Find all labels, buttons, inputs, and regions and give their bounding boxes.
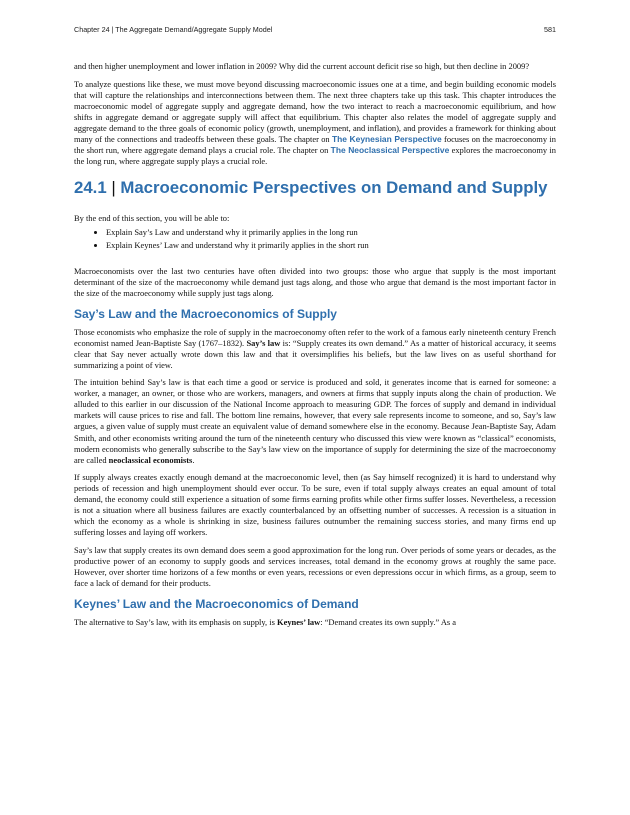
running-header (74, 25, 556, 34)
says2-text-2: . (192, 454, 195, 465)
objective-item: • Explain Keynes’ Law and understand why it primarily applies in the short run (106, 239, 556, 252)
intro-continuation: and then higher unemployment and lower inflation in 2009? Why did the current account deficit rise so high, but then decline in 2009? (74, 61, 530, 71)
paragraph-says-law-3: If supply always creates exactly enough demand at the macroeconomic level, then (as Say himself recognized) it is hard to understand why periods of recession and high unemployment should ever occur. To be sure, even if total supply always creates an equal amount of total demand, the economy could still experience a situation of some firms earning profits while other firms suffer losses. Nevertheless, a recession is not a situation where all business failures are exactly counterbalanced by an offsetting number of successes. A recession is a situation in which the economy as a whole is shrinking in size, business failures outnumber the remaining success stories, and many firms end up suffering losses and laying off workers. (74, 472, 556, 538)
says2-text-1: The intuition behind Say’s law is that each time a good or service is produced and sold, it generates income that is earned for someone: a worker, a manager, an owner, or those who are workers, managers, and owners at firms that supply inputs along the chain of production. We alluded to this earlier in our discussion of the National Income approach to measuring GDP. The forces of supply and demand in individual markets will cause prices to rise and fall. The bottom line remains, however, that every sale represents income to someone, and so, Say’s law argues, a given value of supply must create an equivalent value of demand somewhere else in the economy. Because Jean-Baptiste Say, Adam Smith, and other economists writing around the turn of the nineteenth century who discussed this view were known as “classical” economists, modern economists who generally subscribe to the Say’s law view on the importance of supply for determining the size of the macroeconomy are called (74, 377, 556, 465)
analyze-text-3: explores the macroeconomy in the long run, where aggregate supply plays a crucial role. (74, 144, 556, 166)
page-number: 581 (544, 25, 556, 34)
term-keynes-law: Keynes’ law (277, 616, 321, 627)
keynes-law-heading: Keynes’ Law and the Macroeconomics of Demand (74, 596, 359, 611)
section-number: 24.1 (74, 177, 107, 197)
chapter-title: Chapter 24 | The Aggregate Demand/Aggregate Supply Model (74, 25, 273, 34)
link-keynesian-perspective[interactable]: The Keynesian Perspective (331, 133, 442, 144)
paragraph-says-law-4: Say’s law that supply creates its own demand does seem a good approximation for the long run. Over periods of some years or decades, as the productive power of an economy to supply goods and services increases, total demand in the economy grows at roughly the same pace. However, over shorter time horizons of a few months or even years, recessions or even depressions occur in which firms, as a group, seem to face a lack of demand for their products. (74, 544, 556, 589)
objective-item: • Explain Say’s Law and understand why it primarily applies in the long run (106, 226, 556, 239)
keynes1-text-1: The alternative to Say’s law, with its emphasis on supply, is (74, 616, 278, 627)
paragraph-macroeconomists: Macroeconomists over the last two centuries have often divided into two groups: those who argue that supply is the most important determinant of the size of the macroeconomy while demand just tags along, and those who argue that demand is the most important factor in the size of the macroeconomy while supply just tags along. (74, 265, 556, 299)
term-neoclassical-economists: neoclassical economists (108, 454, 193, 465)
paragraph-says-law-2 (74, 377, 556, 465)
learning-objectives-list (74, 226, 556, 252)
page-body (74, 61, 556, 634)
section-heading (74, 175, 556, 201)
keynes1-text-2: : “Demand creates its own supply.” As a (320, 616, 457, 627)
analyze-text-1: To analyze questions like these, we must move beyond discussing macroeconomic issues one at a time, and begin building economic models that will capture the relationships and interconnections between them. The next three chapters take up this task. This chapter introduces the macroeconomic model of aggregate supply and aggregate demand, how the two interact to reach a macroeconomic equilibrium, and how shifts in aggregate demand or aggregate supply will affect that equilibrium. This chapter also relates the model of aggregate supply and aggregate demand to the three goals of economic policy (growth, unemployment, and inflation), and provides a framework for thinking about many of the connections and tradeoffs between these goals. The chapter on (74, 78, 556, 144)
link-neoclassical-perspective[interactable]: The Neoclassical Perspective (330, 144, 450, 155)
term-says-law: Say’s law (246, 337, 281, 348)
section-separator: | (111, 177, 116, 197)
says-law-heading: Say’s Law and the Macroeconomics of Supply (74, 306, 337, 321)
analyze-text-2: focuses on the macroeconomy in the short run, where aggregate demand plays a crucial role. The chapter on (74, 133, 556, 155)
says1-text-2: is: “Supply creates its own demand.” As a matter of historical accuracy, it seems clear that Say never actually wrote down this law and that it oversimplifies his beliefs, but the law lives on as useful shorthand for summarizing a point of view. (74, 337, 556, 370)
objectives-intro: By the end of this section, you will be able to: (74, 212, 230, 223)
paragraph-says-law-1 (74, 327, 556, 371)
section-title: Macroeconomic Perspectives on Demand and Supply (120, 177, 548, 197)
says1-text-1: Those economists who emphasize the role of supply in the macroeconomy often refer to the work of a famous early nineteenth century French economist named Jean-Baptiste Say (1767–1832). (74, 326, 556, 348)
paragraph-analyze (74, 79, 556, 167)
paragraph-keynes-law-1 (74, 617, 556, 628)
